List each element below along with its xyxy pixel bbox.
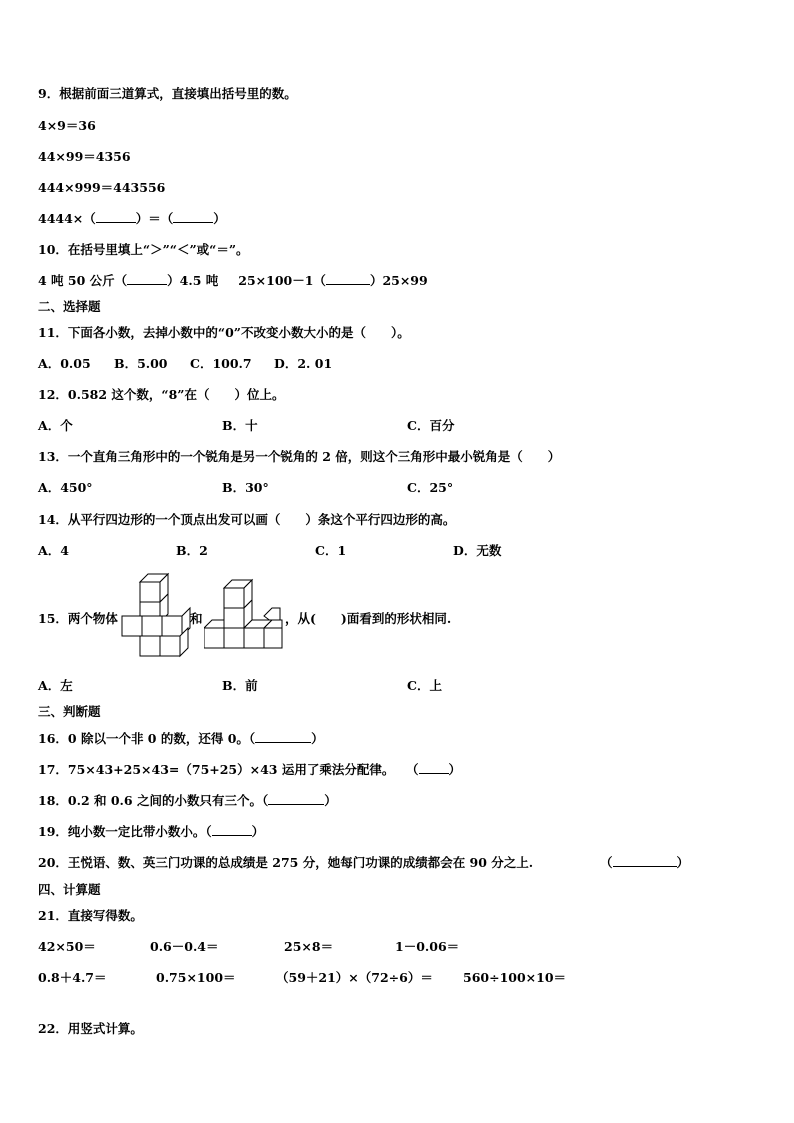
q19-end: ） <box>251 824 265 839</box>
q9-eq1: 4×9＝36 <box>38 118 96 133</box>
q12-option-a[interactable]: A．个 <box>38 418 73 433</box>
q20-open: （ <box>600 855 613 870</box>
q15-option-c[interactable]: C．上 <box>407 678 442 693</box>
q12-option-b[interactable]: B．十 <box>222 418 258 433</box>
q12-option-c[interactable]: C．百分 <box>407 418 455 433</box>
q14-option-a[interactable]: A．4 <box>38 543 69 558</box>
q18-blank[interactable] <box>268 792 324 805</box>
q21-item-7: （59＋21）×（72÷6）＝ <box>276 970 433 985</box>
q12-stem: 12．0.582 这个数，“8”在（ ）位上。 <box>38 387 285 402</box>
q15-option-b[interactable]: B．前 <box>222 678 258 693</box>
q13-option-b[interactable]: B．30° <box>222 480 269 495</box>
q20-text: 20．王悦语、数、英三门功课的总成绩是 275 分，她每门功课的成绩都会在 90 分之上. <box>38 855 534 870</box>
q14-stem: 14．从平行四边形的一个顶点出发可以画（ ）条这个平行四边形的高。 <box>38 512 456 527</box>
q9-stem: 9．根据前面三道算式，直接填出括号里的数。 <box>38 86 297 101</box>
q21-item-5: 0.8＋4.7＝ <box>38 970 107 985</box>
q14-option-c[interactable]: C．1 <box>315 543 347 558</box>
q10-blank-1[interactable] <box>127 272 167 285</box>
q13-option-c[interactable]: C．25° <box>407 480 454 495</box>
q19-blank[interactable] <box>212 823 252 836</box>
q9-blank-1[interactable] <box>96 210 136 223</box>
q17 <box>38 760 394 778</box>
q20-end: ） <box>676 855 690 870</box>
q15-option-a[interactable]: A．左 <box>38 678 73 693</box>
q16-blank[interactable] <box>255 730 311 743</box>
q14-option-d[interactable]: D．无数 <box>453 543 502 558</box>
q19 <box>38 822 264 840</box>
q17-answer <box>406 760 461 778</box>
q11-stem: 11．下面各小数，去掉小数中的“0”不改变小数大小的是（ ）。 <box>38 325 410 340</box>
q10-p2: ）4.5 吨 <box>167 273 219 288</box>
q16-text: 16．0 除以一个非 0 的数，还得 0。（ <box>38 731 256 746</box>
q9-eq4 <box>38 209 226 227</box>
q10-stem: 10．在括号里填上“＞”“＜”或“＝”。 <box>38 242 249 257</box>
q18-text: 18．0.2 和 0.6 之间的小数只有三个。（ <box>38 793 269 808</box>
q11-option-c[interactable]: C．100.7 <box>190 356 252 371</box>
q19-text: 19．纯小数一定比带小数小。（ <box>38 824 212 839</box>
q22-stem: 22．用竖式计算。 <box>38 1021 143 1036</box>
q10-p4: ）25×99 <box>369 273 428 288</box>
section-judge-title: 三、判断题 <box>38 704 101 719</box>
q17-blank[interactable] <box>419 761 449 774</box>
cube-figure-1 <box>120 572 192 662</box>
q17-open: （ <box>406 762 419 777</box>
q21-item-2: 0.6－0.4＝ <box>150 939 219 954</box>
q21-item-4: 1－0.06＝ <box>395 939 460 954</box>
cube-figure-2 <box>204 578 286 654</box>
q11-option-b[interactable]: B．5.00 <box>114 356 168 371</box>
q14-option-b[interactable]: B．2 <box>176 543 208 558</box>
q18-end: ） <box>324 793 337 808</box>
q13-option-a[interactable]: A．450° <box>38 480 93 495</box>
q15-post: ，从( )面看到的形状相同. <box>285 611 452 626</box>
q16 <box>38 729 324 747</box>
section-choice-title: 二、选择题 <box>38 299 101 314</box>
q15-pre: 15．两个物体 <box>38 611 118 626</box>
q21-item-6: 0.75×100＝ <box>156 970 236 985</box>
q10-p1: 4 吨 50 公斤（ <box>38 273 128 288</box>
q9-eq4-c: ） <box>213 211 226 226</box>
q21-item-1: 42×50＝ <box>38 939 96 954</box>
q10-row <box>38 271 428 289</box>
q16-end: ） <box>311 731 324 746</box>
q21-item-3: 25×8＝ <box>284 939 334 954</box>
q20-blank[interactable] <box>613 854 677 867</box>
q20 <box>38 853 533 871</box>
q20-answer <box>600 853 689 871</box>
q21-item-8: 560÷100×10＝ <box>463 970 567 985</box>
q18 <box>38 791 337 809</box>
q9-eq3: 444×999＝443556 <box>38 180 166 195</box>
q13-stem: 13．一个直角三角形中的一个锐角是另一个锐角的 2 倍，则这个三角形中最小锐角是（ ） <box>38 449 561 464</box>
q9-eq4-b: ）＝（ <box>135 211 174 226</box>
q11-option-d[interactable]: D．2. 01 <box>274 356 333 371</box>
q11-option-a[interactable]: A．0.05 <box>38 356 91 371</box>
q10-p3: 25×100－1（ <box>238 273 326 288</box>
q17-text: 17．75×43+25×43=（75+25）×43 运用了乘法分配律。 <box>38 762 395 777</box>
q15-stem <box>38 609 118 627</box>
q17-end: ） <box>448 762 462 777</box>
q9-eq2: 44×99＝4356 <box>38 149 131 164</box>
q9-eq4-a: 4444×（ <box>38 211 96 226</box>
q9-blank-2[interactable] <box>173 210 213 223</box>
q10-blank-2[interactable] <box>326 272 370 285</box>
q21-stem: 21．直接写得数。 <box>38 908 143 923</box>
section-calc-title: 四、计算题 <box>38 882 101 897</box>
q15-mid: 和 <box>190 611 203 626</box>
